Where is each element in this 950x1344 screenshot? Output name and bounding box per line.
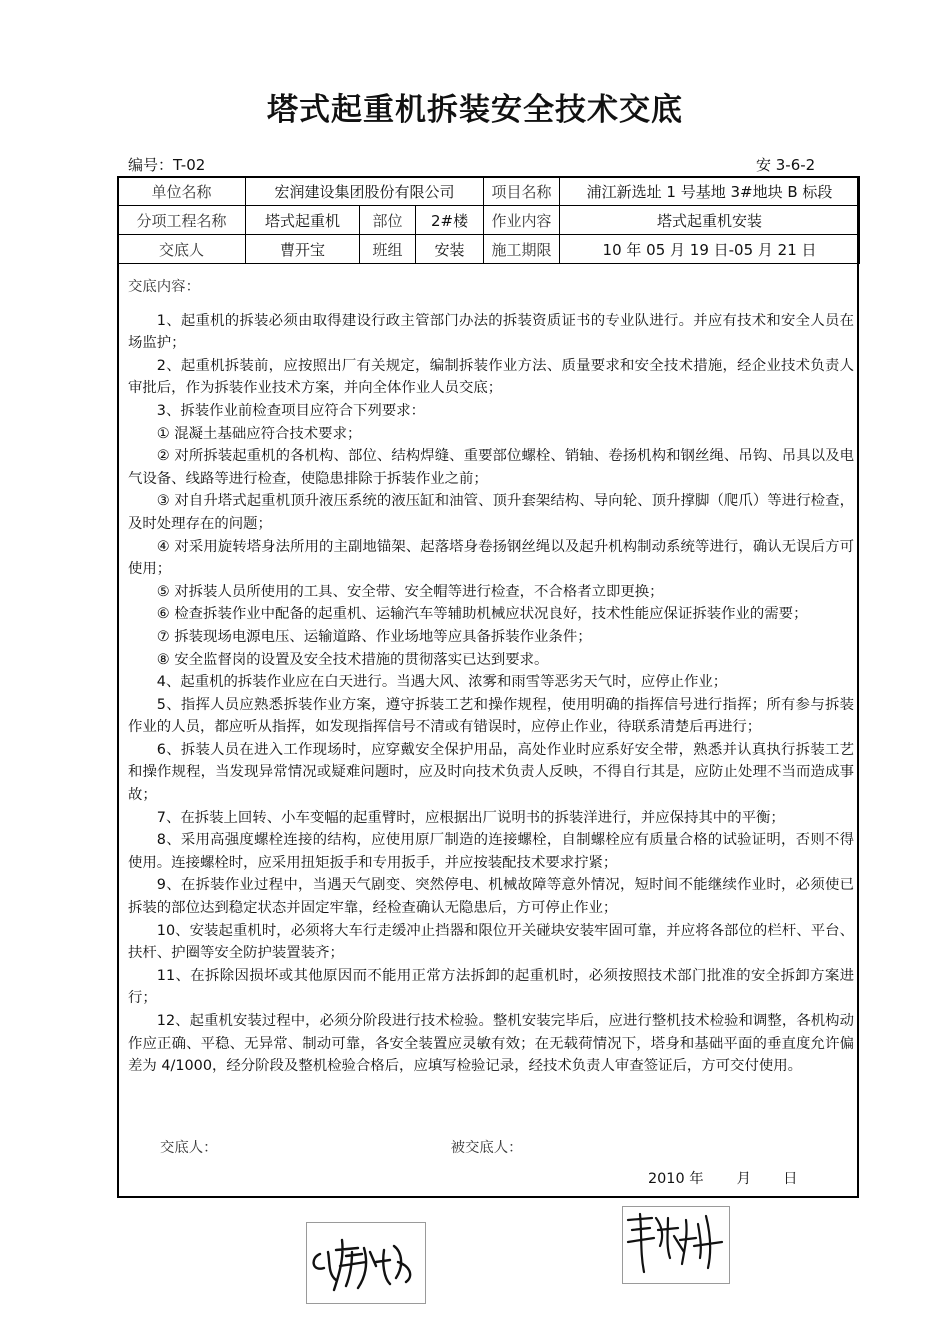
info-row-unit (118, 177, 860, 206)
unit-label: 单位名称 (118, 177, 246, 206)
info-row-discloser (118, 235, 860, 264)
period-value: 10 年 05 月 19 日-05 月 21 日 (560, 235, 860, 264)
discloser-value: 曹开宝 (246, 235, 360, 264)
discloser-label: 交底人 (118, 235, 246, 264)
paragraph-list (128, 310, 854, 1078)
receiver-signature (622, 1206, 730, 1284)
date-day: 日 (783, 1171, 798, 1187)
signature-row (160, 1136, 523, 1157)
unit-value: 宏润建设集团股份有限公司 (246, 177, 484, 206)
content-paragraph: 11、在拆除因损坏或其他原因而不能用正常方法拆卸的起重机时，必须按照技术部门批准的安全拆卸方案进行； (128, 967, 854, 1007)
content-paragraph: 1、起重机的拆装必须由取得建设行政主管部门办法的拆装资质证书的专业队进行。并应有技术和安全人员在场监护； (128, 312, 854, 352)
document-number: 编号：T-02 (128, 156, 206, 174)
content-paragraph: ⑦ 拆装现场电源电压、运输道路、作业场地等应具备拆装作业条件； (156, 628, 592, 645)
content-paragraph: ⑧ 安全监督岗的设置及安全技术措施的贯彻落实已达到要求。 (156, 651, 549, 668)
part-label: 部位 (360, 206, 416, 235)
content-paragraph: 7、在拆装上回转、小车变幅的起重臂时，应根据出厂说明书的拆装洋进行，并应保持其中的平衡； (156, 809, 785, 826)
subitem-value: 塔式起重机 (246, 206, 360, 235)
disclosure-content (128, 276, 854, 1078)
document-reference: 安 3-6-2 (756, 156, 816, 174)
date-month: 月 (736, 1171, 751, 1187)
content-paragraph: ④ 对采用旋转塔身法所用的主副地锚架、起落塔身卷扬钢丝绳以及起升机构制动系统等进行，确认无误后方可使用； (128, 538, 854, 578)
content-paragraph: 9、在拆装作业过程中，当遇天气剧变、突然停电、机械故障等意外情况，短时间不能继续作业时，必须使已拆装的部位达到稳定状态并固定牢靠，经检查确认无隐患后，方可停止作业； (128, 877, 854, 917)
work-value: 塔式起重机安装 (560, 206, 860, 235)
content-paragraph: 6、拆装人员在进入工作现场时，应穿戴安全保护用品，高处作业时应系好安全带，熟悉并认真执行拆装工艺和操作规程，当发现异常情况或疑难问题时，应及时向技术负责人反映，不得自行其是，应防止处理不当而造成事故； (128, 741, 854, 804)
content-paragraph: 2、起重机拆装前，应按照出厂有关规定，编制拆装作业方法、质量要求和安全技术措施，经企业技术负责人审批后，作为拆装作业技术方案，并向全体作业人员交底； (128, 357, 854, 397)
discloser-sign-label: 交底人： (160, 1140, 218, 1156)
date-year: 2010 年 (648, 1171, 704, 1187)
part-value: 2#楼 (416, 206, 484, 235)
content-paragraph: 12、起重机安装过程中，必须分阶段进行技术检验。整机安装完毕后，应进行整机技术检验和调整，各机构动作应正确、平稳、无异常、制动可靠，各安全装置应灵敏有效；在无载荷情况下，塔身和基础平面的垂直度允许偏差为 4/1000，经分阶段及整机检验合格后，应填写检验记录，经技术负责人审查签证后，方可交付使用。 (128, 1013, 854, 1075)
team-label: 班组 (360, 235, 416, 264)
date-line (648, 1167, 798, 1188)
work-label: 作业内容 (484, 206, 560, 235)
subitem-label: 分项工程名称 (118, 206, 246, 235)
project-value: 浦江新选址 1 号基地 3#地块 B 标段 (560, 177, 860, 206)
info-row-subitem (118, 206, 860, 235)
discloser-signature (306, 1222, 426, 1304)
document-title: 塔式起重机拆装安全技术交底 (267, 92, 683, 128)
content-paragraph: 5、指挥人员应熟悉拆装作业方案，遵守拆装工艺和操作规程，使用明确的指挥信号进行指挥；所有参与拆装作业的人员，都应听从指挥，如发现指挥信号不清或有错误时，应停止作业，待联系清楚后再进行； (128, 696, 854, 736)
content-paragraph: ③ 对自升塔式起重机顶升液压系统的液压缸和油管、顶升套架结构、导向轮、顶升撑脚（爬爪）等进行检查，及时处理存在的问题； (128, 493, 854, 532)
team-value: 安装 (416, 235, 484, 264)
content-heading: 交底内容： (128, 279, 200, 295)
info-table (117, 176, 860, 264)
content-paragraph: ⑥ 检查拆装作业中配备的起重机、运输汽车等辅助机械应状况良好，技术性能应保证拆装作业的需要； (156, 606, 808, 623)
content-paragraph: ① 混凝土基础应符合技术要求； (156, 425, 362, 442)
content-paragraph: 3、拆装作业前检查项目应符合下列要求： (156, 402, 425, 419)
project-label: 项目名称 (484, 177, 560, 206)
period-label: 施工期限 (484, 235, 560, 264)
content-paragraph: 10、安装起重机时，必须将大车行走缓冲止挡器和限位开关碰块安装牢固可靠，并应将各部位的栏杆、平台、扶杆、护圈等安全防护装置装齐； (128, 922, 854, 962)
receiver-sign-label: 被交底人： (450, 1140, 523, 1156)
content-paragraph: ⑤ 对拆装人员所使用的工具、安全带、安全帽等进行检查，不合格者立即更换； (156, 583, 664, 600)
content-paragraph: 8、采用高强度螺栓连接的结构，应使用原厂制造的连接螺栓，自制螺栓应有质量合格的试验证明，否则不得使用。连接螺栓时，应采用扭矩扳手和专用扳手，并应按装配技术要求拧紧； (128, 832, 854, 871)
content-paragraph: 4、起重机的拆装作业应在白天进行。当遇大风、浓雾和雨雪等恶劣天气时，应停止作业； (156, 674, 728, 691)
content-paragraph: ② 对所拆装起重机的各机构、部位、结构焊缝、重要部位螺栓、销轴、卷扬机构和钢丝绳、吊钩、吊具以及电气设备、线路等进行检查，使隐患排除于拆装作业之前； (128, 448, 854, 487)
